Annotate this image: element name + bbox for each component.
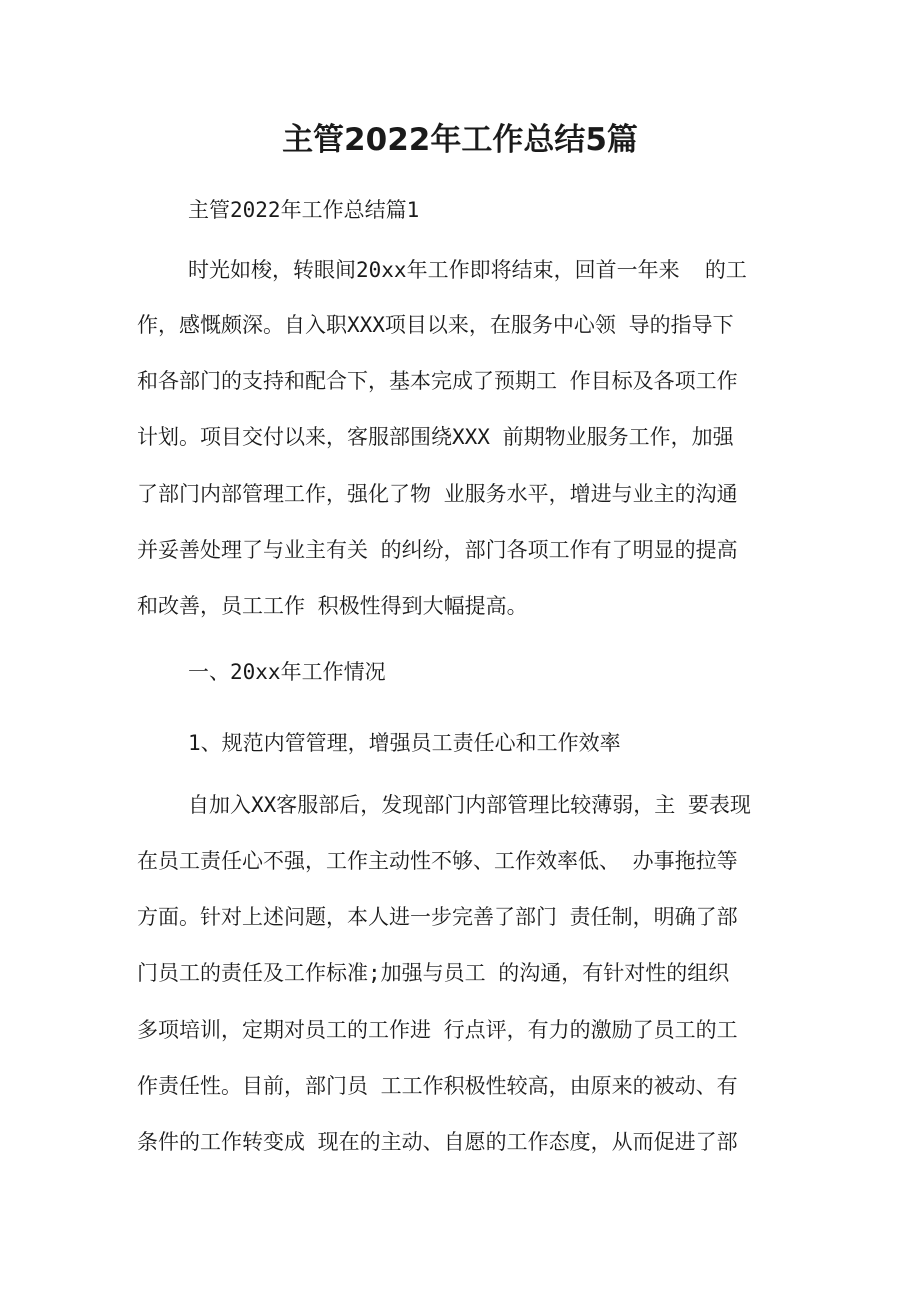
paragraph2-line-1: 自加入XX客服部后，发现部门内部管理比较薄弱，主 要表现 xyxy=(188,793,751,817)
heading-work-situation: 一、20xx年工作情况 xyxy=(188,660,386,684)
document-title: 主管2022年工作总结5篇 xyxy=(282,122,638,158)
paragraph1-line-7: 和改善，员工工作 积极性得到大幅提高。 xyxy=(137,594,528,618)
paragraph1-line-3: 和各部门的支持和配合下，基本完成了预期工 作目标及各项工作 xyxy=(137,369,738,393)
paragraph2-line-3: 方面。针对上述问题，本人进一步完善了部门 责任制，明确了部 xyxy=(137,905,738,929)
paragraph1-line-6: 并妥善处理了与业主有关 的纠纷，部门各项工作有了明显的提高 xyxy=(137,538,738,562)
paragraph1-line-2: 作，感慨颇深。自入职XXX项目以来，在服务中心领 导的指导下 xyxy=(137,313,734,337)
heading-internal-management: 1、规范内管管理，增强员工责任心和工作效率 xyxy=(188,731,621,755)
paragraph2-line-4: 门员工的责任及工作标准;加强与员工 的沟通，有针对性的组织 xyxy=(137,961,730,985)
section-heading: 主管2022年工作总结篇1 xyxy=(188,198,420,222)
paragraph2-line-6: 作责任性。目前，部门员 工工作积极性较高，由原来的被动、有 xyxy=(137,1074,738,1098)
paragraph1-line-1: 时光如梭，转眼间20xx年工作即将结束，回首一年来 的工 xyxy=(188,258,747,282)
paragraph2-line-5: 多项培训，定期对员工的工作进 行点评，有力的激励了员工的工 xyxy=(137,1018,738,1042)
paragraph1-line-5: 了部门内部管理工作，强化了物 业服务水平，增进与业主的沟通 xyxy=(137,482,738,506)
paragraph2-line-2: 在员工责任心不强，工作主动性不够、工作效率低、 办事拖拉等 xyxy=(137,849,738,873)
paragraph1-line-4: 计划。项目交付以来，客服部围绕XXX 前期物业服务工作，加强 xyxy=(137,425,734,449)
paragraph2-line-7: 条件的工作转变成 现在的主动、自愿的工作态度，从而促进了部 xyxy=(137,1130,738,1154)
